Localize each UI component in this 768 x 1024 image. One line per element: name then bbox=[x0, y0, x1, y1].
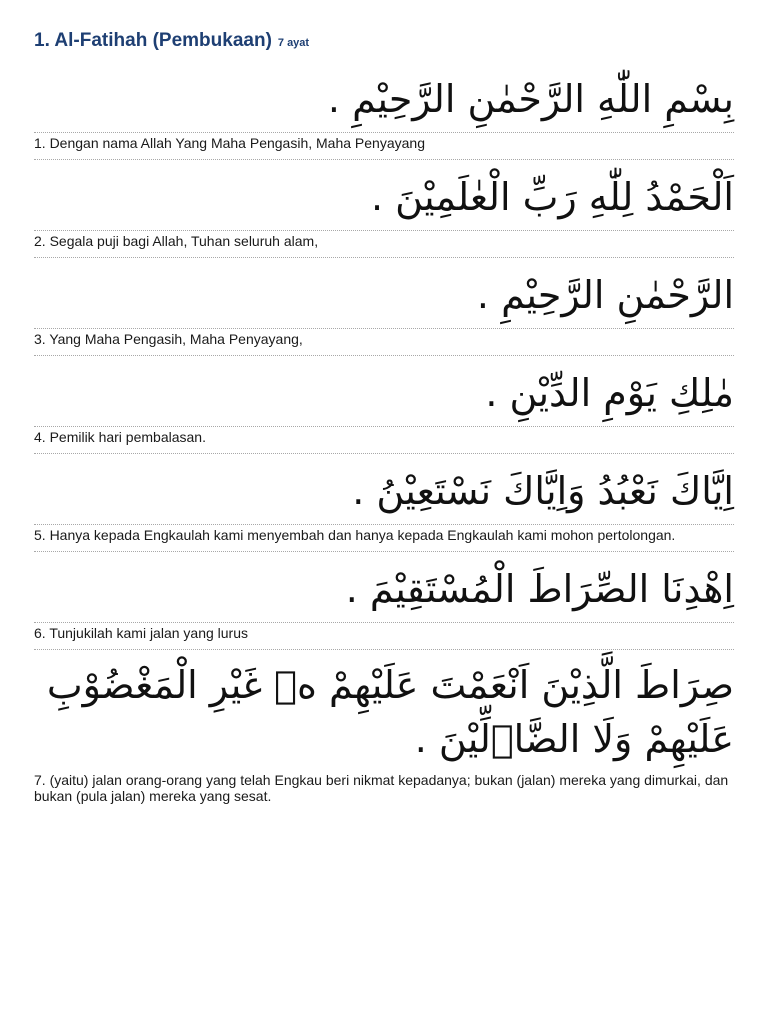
surah-title: 1. Al-Fatihah (Pembukaan) bbox=[34, 30, 272, 51]
ayah-arabic-4: مٰلِكِ يَوْمِ الدِّيْنِ . bbox=[485, 371, 734, 415]
ayah-translation-2: 2. Segala puji bagi Allah, Tuhan seluruh alam, bbox=[34, 233, 319, 249]
ayah-arabic-7: صِرَاطَ الَّذِيْنَ اَنْعَمْتَ عَلَيْهِمْ ەۙ غَيْرِ الْمَغْضُوْبِ عَلَيْهِمْ وَلَا الضَّاۤلِّيْنَ . bbox=[46, 663, 734, 761]
ayah-7 bbox=[34, 650, 734, 812]
ayah-3 bbox=[34, 258, 734, 356]
ayah-arabic-5: اِيَّاكَ نَعْبُدُ وَاِيَّاكَ نَسْتَعِيْنُ . bbox=[352, 469, 734, 513]
surah-header bbox=[34, 30, 734, 62]
ayah-2 bbox=[34, 160, 734, 258]
ayah-translation-7: 7. (yaitu) jalan orang-orang yang telah Engkau beri nikmat kepadanya; bukan (jalan) mereka yang dimurkai, dan bukan (pula jalan) mereka yang sesat. bbox=[34, 772, 729, 804]
ayah-translation-5: 5. Hanya kepada Engkaulah kami menyembah dan hanya kepada Engkaulah kami mohon pertolongan. bbox=[34, 527, 676, 543]
ayah-translation-3: 3. Yang Maha Pengasih, Maha Penyayang, bbox=[34, 331, 303, 347]
ayah-count: 7 ayat bbox=[277, 37, 310, 49]
ayah-4 bbox=[34, 356, 734, 454]
ayah-arabic-3: الرَّحْمٰنِ الرَّحِيْمِ . bbox=[476, 273, 734, 317]
ayah-5 bbox=[34, 454, 734, 552]
ayah-translation-4: 4. Pemilik hari pembalasan. bbox=[34, 429, 206, 445]
ayah-6 bbox=[34, 552, 734, 650]
ayah-arabic-1: بِسْمِ اللّٰهِ الرَّحْمٰنِ الرَّحِيْمِ . bbox=[327, 77, 734, 121]
ayah-translation-6: 6. Tunjukilah kami jalan yang lurus bbox=[34, 625, 249, 641]
surah-page bbox=[34, 30, 734, 812]
ayah-1 bbox=[34, 62, 734, 160]
ayah-arabic-6: اِهْدِنَا الصِّرَاطَ الْمُسْتَقِيْمَ . bbox=[345, 567, 734, 611]
ayah-translation-1: 1. Dengan nama Allah Yang Maha Pengasih, Maha Penyayang bbox=[34, 135, 425, 151]
ayah-arabic-2: اَلْحَمْدُ لِلّٰهِ رَبِّ الْعٰلَمِيْنَ . bbox=[370, 175, 734, 219]
